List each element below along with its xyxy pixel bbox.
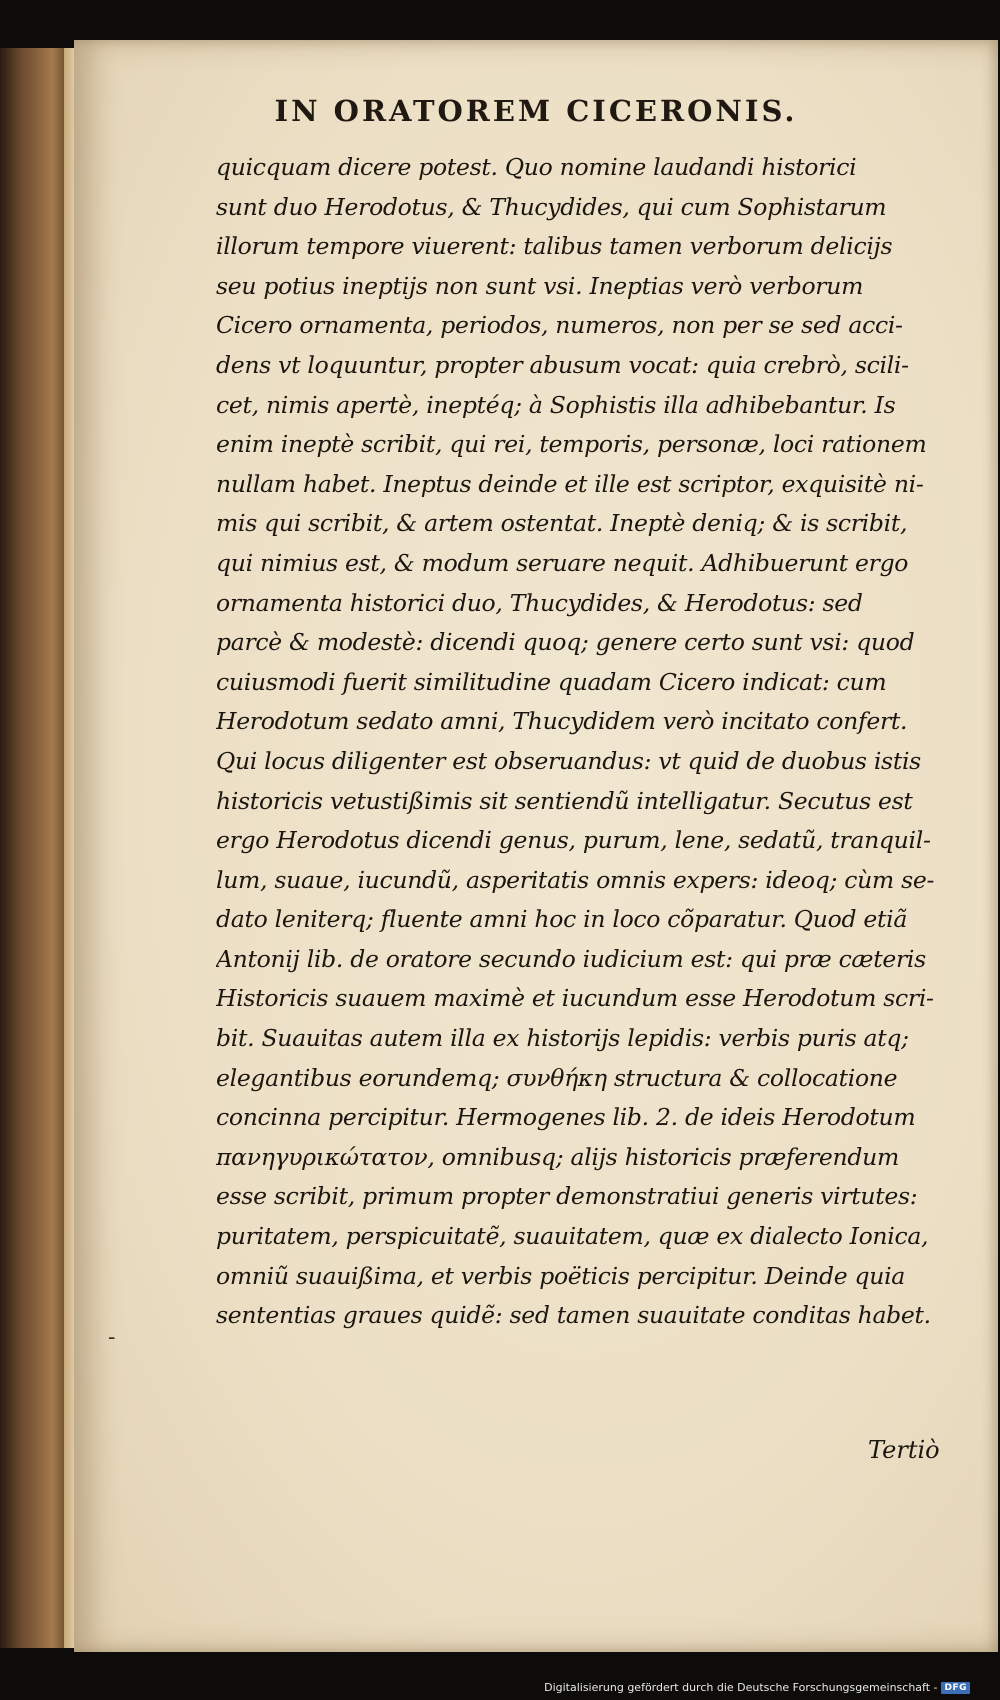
text-line: ergo Herodotus dicendi genus, purum, lene, sedatũ, tranquil- — [216, 826, 931, 855]
text-line: illorum tempore viuerent: talibus tamen verborum delicijs — [216, 232, 893, 261]
text-line: quicquam dicere potest. Quo nomine laudandi historici — [216, 153, 857, 181]
text-line: elegantibus eorundemq; συνθήκη structura & collocatione — [216, 1063, 898, 1092]
text-line: mis qui scribit, & artem ostentat. Ineptè deniq; & is scribit, — [216, 509, 908, 538]
text-line: historicis vetustißimis sit sentiendũ intelligatur. Secutus est — [216, 786, 913, 815]
text-line: puritatem, perspicuitatẽ, suauitatem, quæ ex dialecto Ionica, — [216, 1222, 929, 1251]
book-page — [74, 40, 998, 1652]
text-line: bit. Suauitas autem illa ex historijs lepidis: verbis puris atq; — [216, 1024, 909, 1053]
footer-credit: Digitalisierung gefördert durch die Deutsche Forschungsgemeinschaft - — [544, 1681, 938, 1694]
text-line: Cicero ornamenta, periodos, numeros, non per se sed acci- — [216, 311, 903, 340]
text-line: concinna percipitur. Hermogenes lib. 2. de ideis Herodotum — [216, 1103, 916, 1132]
text-line: esse scribit, primum propter demonstratiui generis virtutes: — [216, 1182, 918, 1211]
text-line: sententias graues quidẽ: sed tamen suauitate conditas habet. — [216, 1301, 931, 1330]
body-text — [216, 148, 986, 1336]
text-line: Herodotum sedato amni, Thucydidem verò incitato confert. — [216, 707, 908, 736]
text-line: cuiusmodi fuerit similitudine quadam Cicero indicat: cum — [216, 667, 887, 696]
text-line: parcè & modestè: dicendi quoq; genere certo sunt vsi: quod — [216, 628, 915, 657]
text-line: qui nimius est, & modum seruare nequit. Adhibuerunt ergo — [216, 548, 909, 577]
book-binding — [0, 48, 70, 1648]
text-line: cet, nimis apertè, ineptéq; à Sophistis illa adhibebantur. Is — [216, 390, 896, 419]
footer — [544, 1681, 970, 1694]
text-line: dens vt loquuntur, propter abusum vocat: quia crebrò, scili- — [216, 350, 909, 379]
text-line: omniũ suauißima, et verbis poëticis percipitur. Deinde quia — [216, 1261, 905, 1290]
text-line: Qui locus diligenter est obseruandus: vt quid de duobus istis — [216, 746, 921, 775]
text-line: nullam habet. Ineptus deinde et ille est scriptor, exquisitè ni- — [216, 469, 924, 498]
text-line: dato leniterq; fluente amni hoc in loco cõparatur. Quod etiã — [216, 905, 908, 934]
running-head: IN ORATOREM CICERONIS. — [274, 94, 798, 128]
dfg-logo: DFG — [941, 1682, 970, 1694]
text-line: ornamenta historici duo, Thucydides, & Herodotus: sed — [216, 588, 863, 617]
text-line: πανηγυρικώτατον, omnibusq; alijs historicis præferendum — [216, 1142, 899, 1171]
text-line: Historicis suauem maximè et iucundum esse Herodotum scri- — [216, 984, 934, 1013]
text-line: enim ineptè scribit, qui rei, temporis, personæ, loci rationem — [216, 430, 927, 459]
bottom-band — [0, 1652, 1000, 1700]
text-line: seu potius ineptijs non sunt vsi. Ineptias verò verborum — [216, 271, 864, 300]
margin-mark: - — [108, 1325, 116, 1350]
text-line: Antonij lib. de oratore secundo iudicium est: qui præ cæteris — [216, 944, 926, 973]
text-line: lum, suaue, iucundũ, asperitatis omnis expers: ideoq; cùm se- — [216, 865, 935, 894]
text-line: sunt duo Herodotus, & Thucydides, qui cum Sophistarum — [216, 192, 887, 221]
catchword: Tertiò — [868, 1436, 940, 1464]
